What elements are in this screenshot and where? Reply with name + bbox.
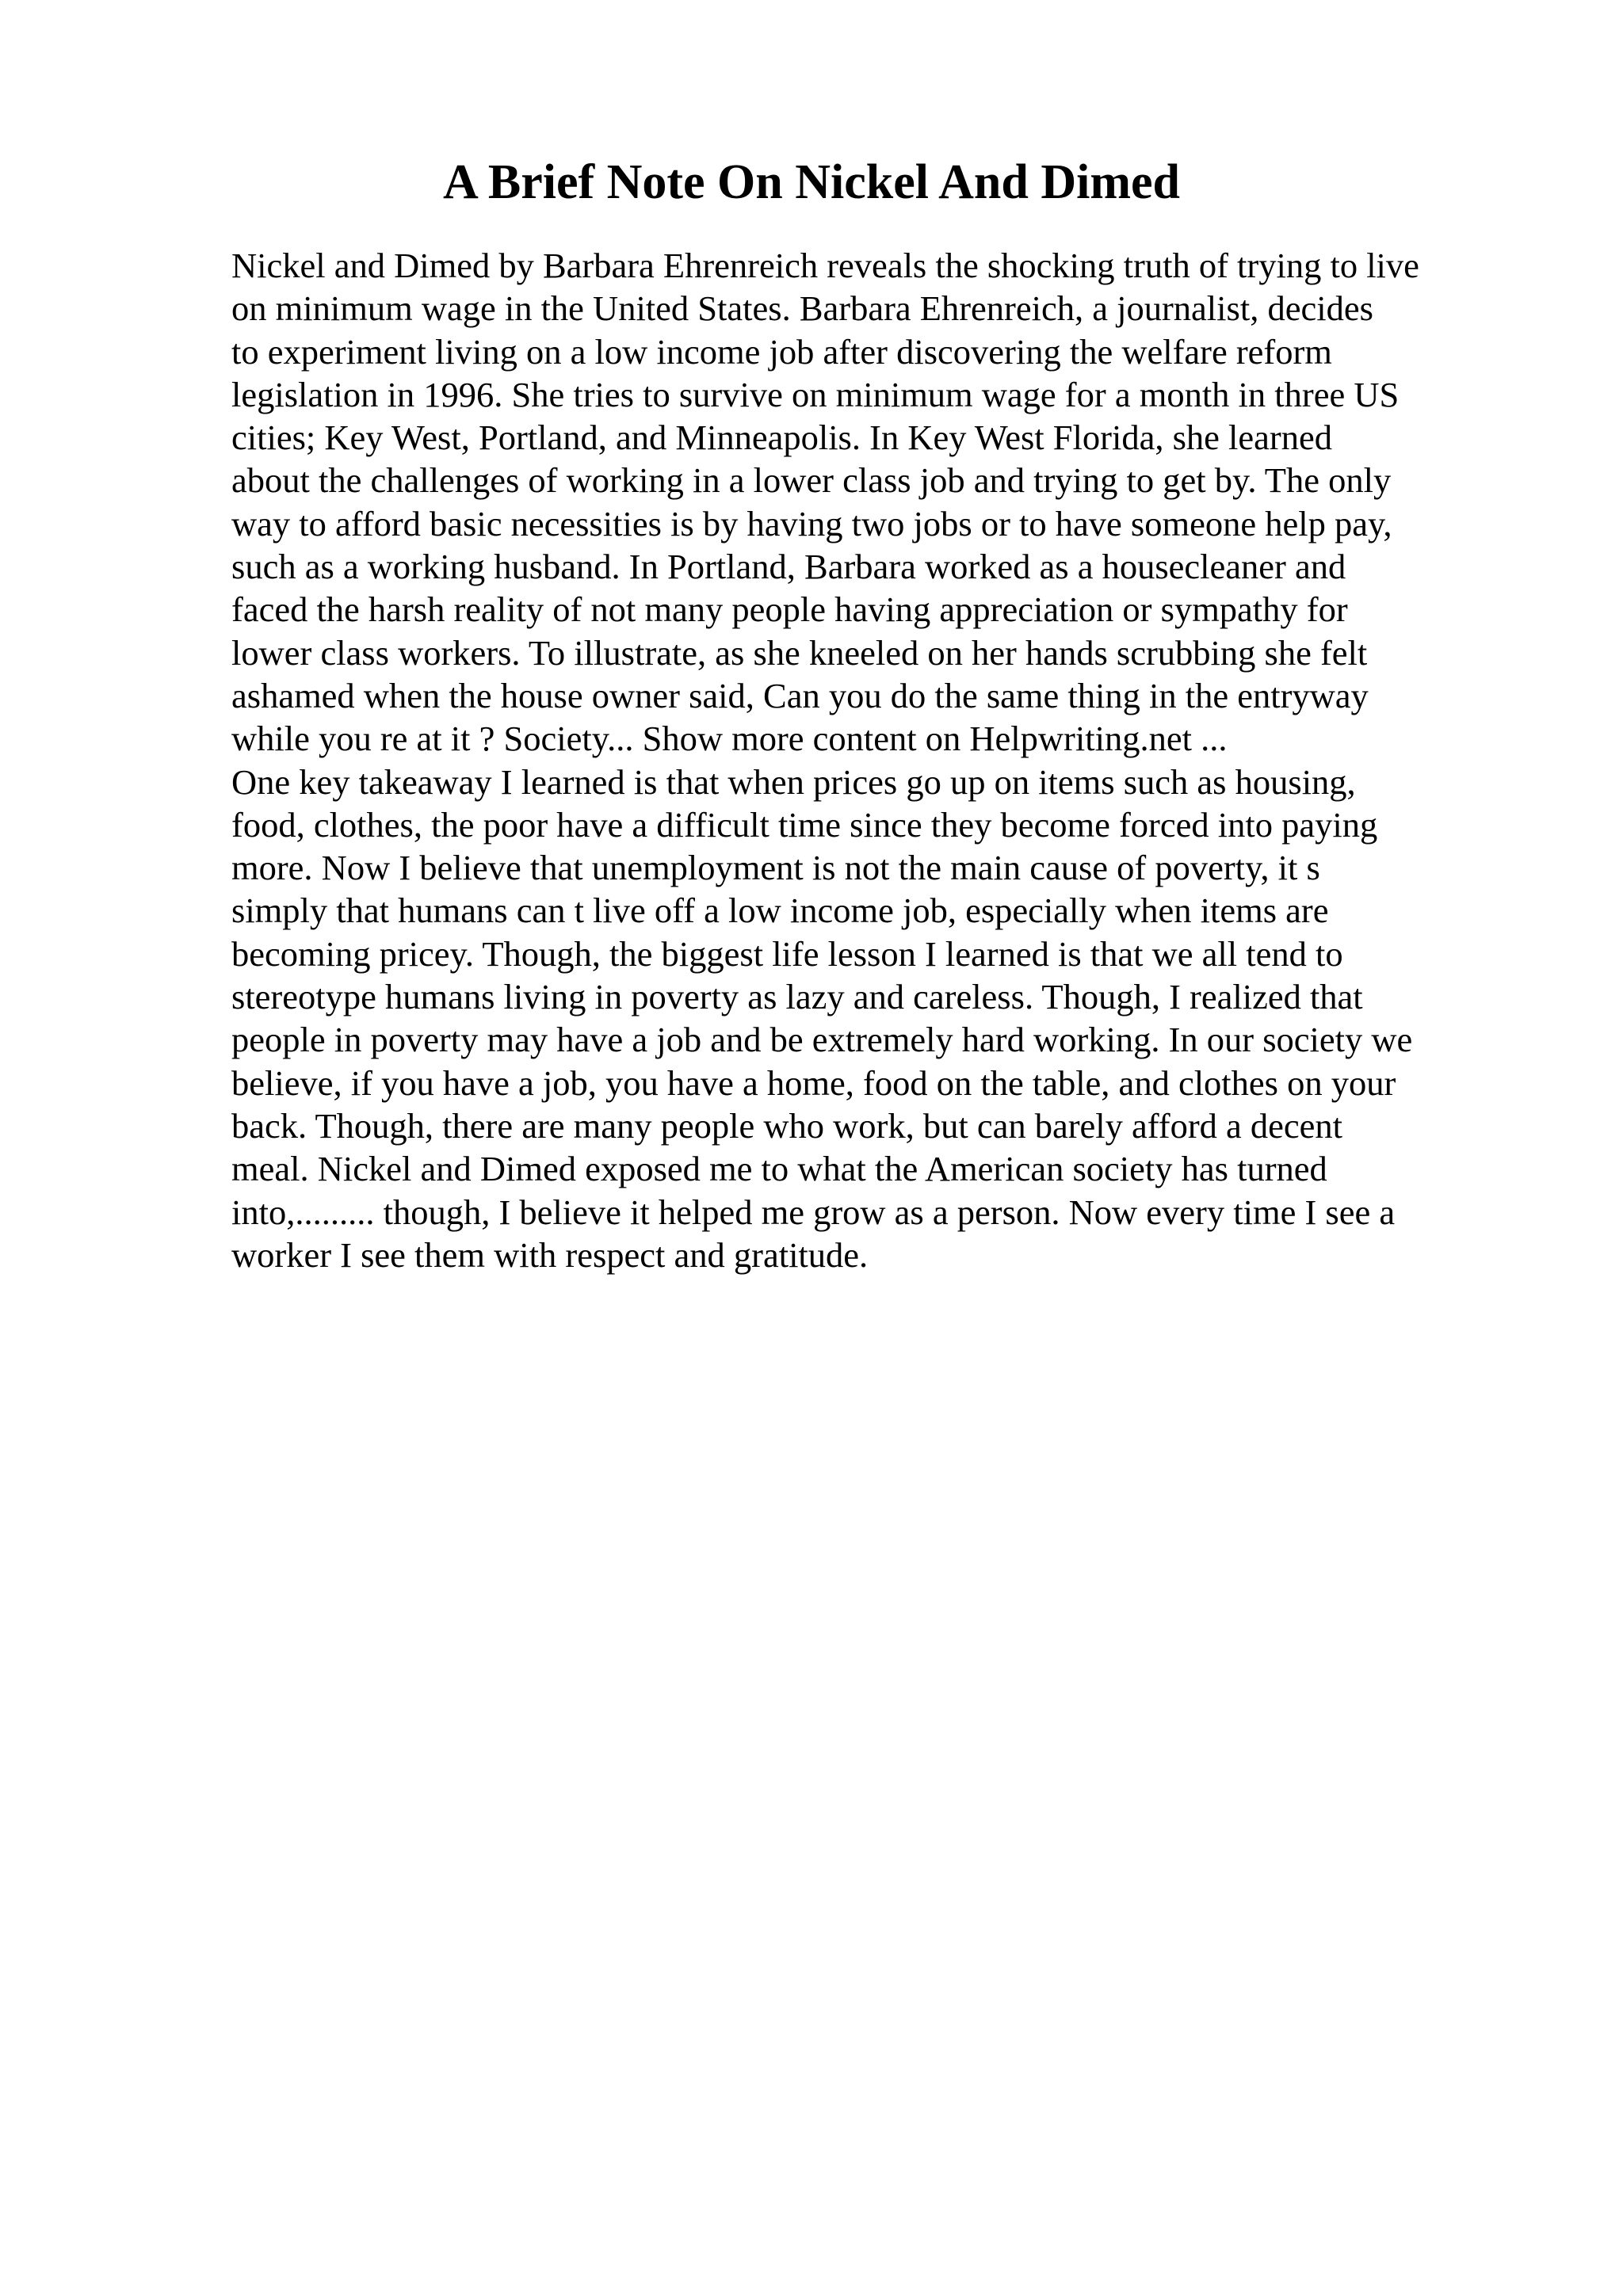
- text-line: way to afford basic necessities is by having two jobs or to have someone help pay,: [231, 503, 1392, 543]
- text-line: such as a working husband. In Portland, Barbara worked as a housecleaner and: [231, 547, 1346, 587]
- text-line: while you re at it ? Society... Show more content on Helpwriting.net ...: [231, 719, 1228, 759]
- text-line: meal. Nickel and Dimed exposed me to what the American society has turned: [231, 1149, 1327, 1189]
- text-line: ashamed when the house owner said, Can you do the same thing in the entryway: [231, 675, 1369, 715]
- text-line: legislation in 1996. She tries to survive on minimum wage for a month in three US: [231, 374, 1400, 414]
- text-line: back. Though, there are many people who work, but can barely afford a decent: [231, 1105, 1343, 1146]
- text-line: believe, if you have a job, you have a home, food on the table, and clothes on your: [231, 1062, 1396, 1103]
- document-title: A Brief Note On Nickel And Dimed: [443, 155, 1180, 209]
- text-line: food, clothes, the poor have a difficult time since they become forced into paying: [231, 804, 1378, 845]
- text-line: into,......... though, I believe it helped me grow as a person. Now every time I see a: [231, 1192, 1396, 1232]
- text-line: simply that humans can t live off a low income job, especially when items are: [231, 891, 1329, 931]
- text-line: people in poverty may have a job and be extremely hard working. In our society we: [231, 1020, 1413, 1060]
- text-line: stereotype humans living in poverty as lazy and careless. Though, I realized that: [231, 977, 1363, 1017]
- text-line: more. Now I believe that unemployment is not the main cause of poverty, it s: [231, 848, 1320, 888]
- text-line: on minimum wage in the United States. Barbara Ehrenreich, a journalist, decides: [231, 288, 1373, 329]
- document-body: [231, 244, 1499, 1276]
- text-line: about the challenges of working in a lower class job and trying to get by. The only: [231, 460, 1392, 501]
- text-line: lower class workers. To illustrate, as she kneeled on her hands scrubbing she felt: [231, 632, 1368, 673]
- text-line: Nickel and Dimed by Barbara Ehrenreich reveals the shocking truth of trying to live: [231, 246, 1419, 285]
- text-line: worker I see them with respect and gratitude.: [231, 1234, 869, 1275]
- text-line: becoming pricey. Though, the biggest life lesson I learned is that we all tend to: [231, 933, 1343, 974]
- text-line: faced the harsh reality of not many people having appreciation or sympathy for: [231, 589, 1348, 630]
- text-line: One key takeaway I learned is that when prices go up on items such as housing,: [231, 761, 1356, 802]
- text-line: to experiment living on a low income job after discovering the welfare reform: [231, 331, 1332, 372]
- text-line: cities; Key West, Portland, and Minneapolis. In Key West Florida, she learned: [231, 418, 1332, 458]
